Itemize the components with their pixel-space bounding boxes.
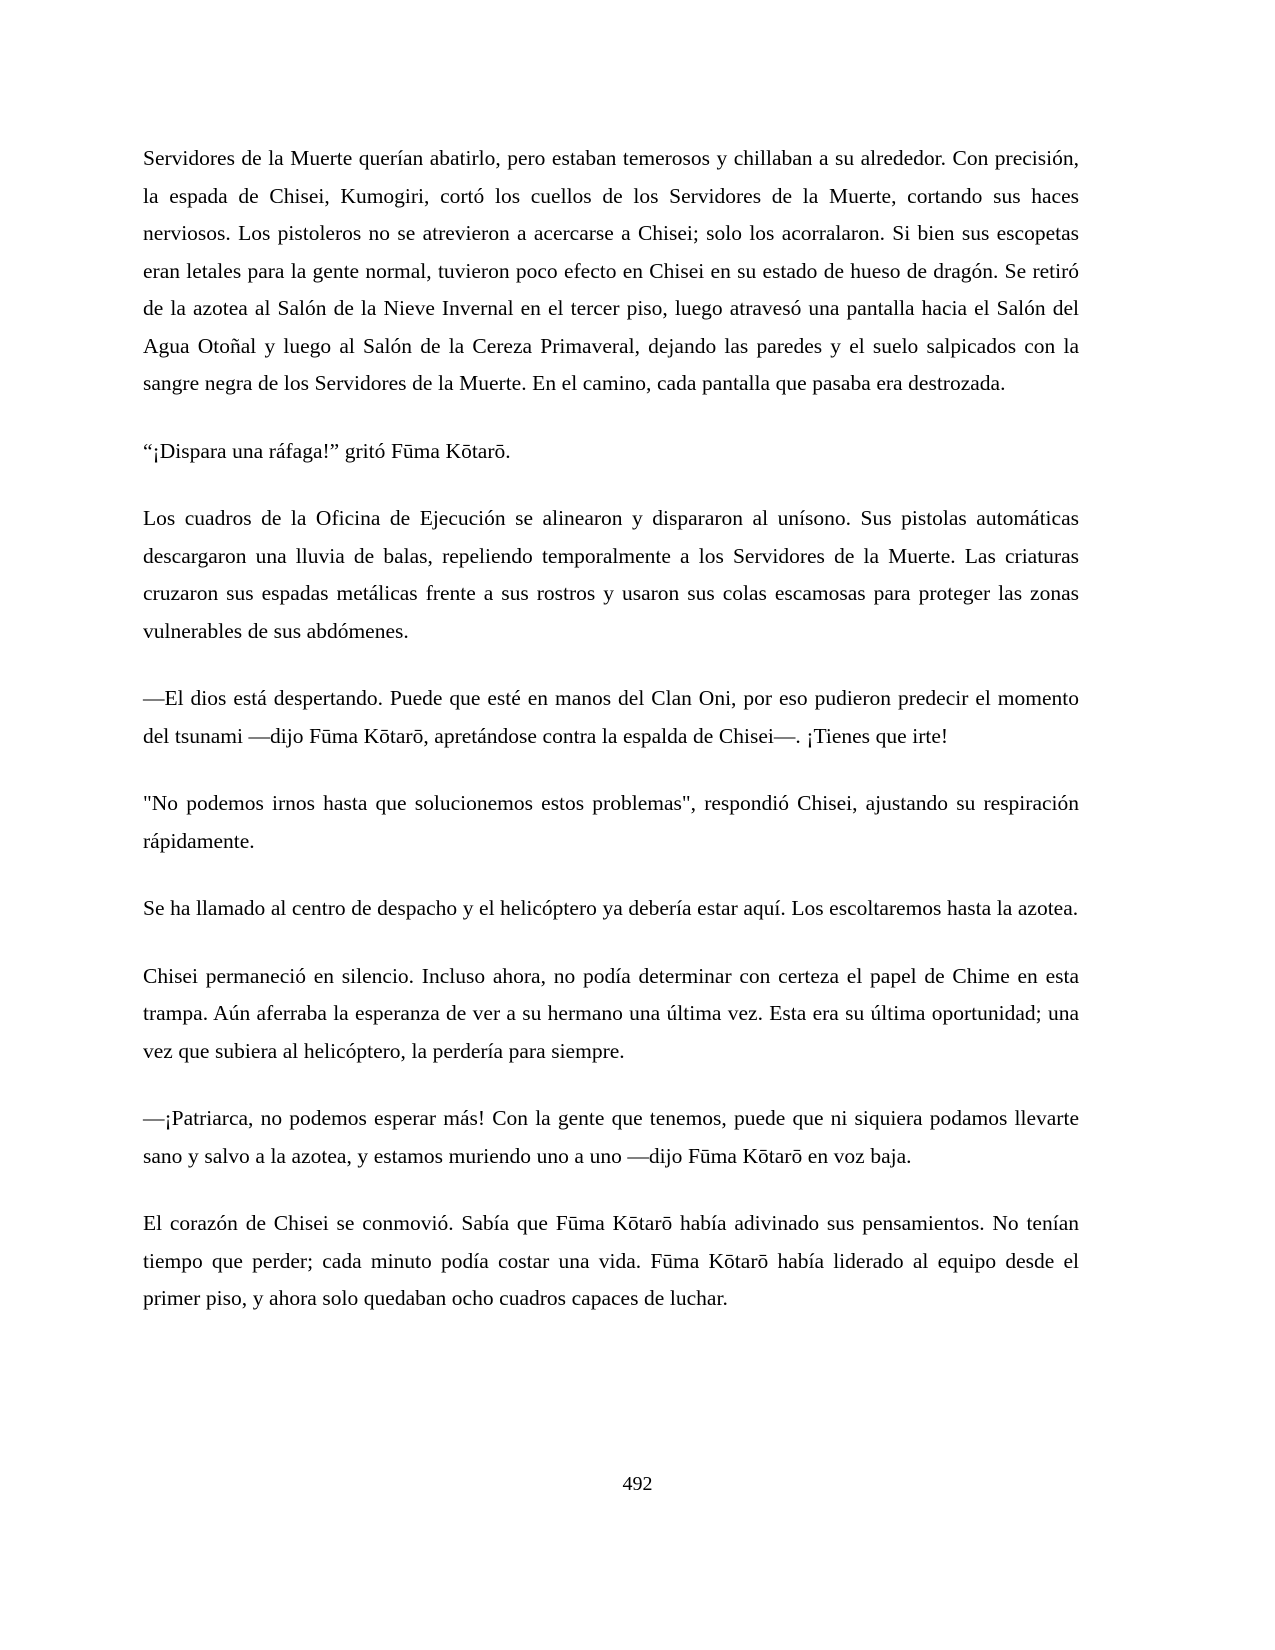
- paragraph: El corazón de Chisei se conmovió. Sabía que Fūma Kōtarō había adivinado sus pensamientos. No tenían tiempo que perder; cada minuto podía costar una vida. Fūma Kōtarō había liderado al equipo desde el primer piso, y ahora solo quedaban ocho cuadros capaces de luchar.: [143, 1211, 1079, 1310]
- paragraph: —El dios está despertando. Puede que esté en manos del Clan Oni, por eso pudieron predecir el momento del tsunami —dijo Fūma Kōtarō, apretándose contra la espalda de Chisei—. ¡Tienes que irte!: [143, 686, 1079, 748]
- paragraph: Servidores de la Muerte querían abatirlo, pero estaban temerosos y chillaban a su alrededor. Con precisión, la espada de Chisei, Kumogiri, cortó los cuellos de los Servidores de la Muerte, cortando sus haces nerviosos. Los pistoleros no se atrevieron a acercarse a Chisei; solo los acorralaron. Si bien sus escopetas eran letales para la gente normal, tuvieron poco efecto en Chisei en su estado de hueso de dragón. Se retiró de la azotea al Salón de la Nieve Invernal en el tercer piso, luego atravesó una pantalla hacia el Salón del Agua Otoñal y luego al Salón de la Cereza Primaveral, dejando las paredes y el suelo salpicados con la sangre negra de los Servidores de la Muerte. En el camino, cada pantalla que pasaba era destrozada.: [143, 146, 1079, 395]
- paragraph: Se ha llamado al centro de despacho y el helicóptero ya debería estar aquí. Los escoltaremos hasta la azotea.: [143, 896, 1079, 920]
- paragraph: —¡Patriarca, no podemos esperar más! Con la gente que tenemos, puede que ni siquiera podamos llevarte sano y salvo a la azotea, y estamos muriendo uno a uno —dijo Fūma Kōtarō en voz baja.: [143, 1106, 1079, 1168]
- paragraph: Los cuadros de la Oficina de Ejecución se alinearon y dispararon al unísono. Sus pistolas automáticas descargaron una lluvia de balas, repeliendo temporalmente a los Servidores de la Muerte. Las criaturas cruzaron sus espadas metálicas frente a sus rostros y usaron sus colas escamosas para proteger las zonas vulnerables de sus abdómenes.: [143, 506, 1079, 643]
- page-number: 492: [622, 1473, 653, 1495]
- paragraph: Chisei permaneció en silencio. Incluso ahora, no podía determinar con certeza el papel de Chime en esta trampa. Aún aferraba la esperanza de ver a su hermano una última vez. Esta era su última oportunidad; una vez que subiera al helicóptero, la perdería para siempre.: [143, 963, 1079, 1063]
- paragraph: "No podemos irnos hasta que solucionemos estos problemas", respondió Chisei, ajustando su respiración rápidamente.: [143, 791, 1079, 853]
- page-body-text: [143, 140, 1079, 1318]
- paragraph: “¡Dispara una ráfaga!” gritó Fūma Kōtarō.: [143, 438, 511, 463]
